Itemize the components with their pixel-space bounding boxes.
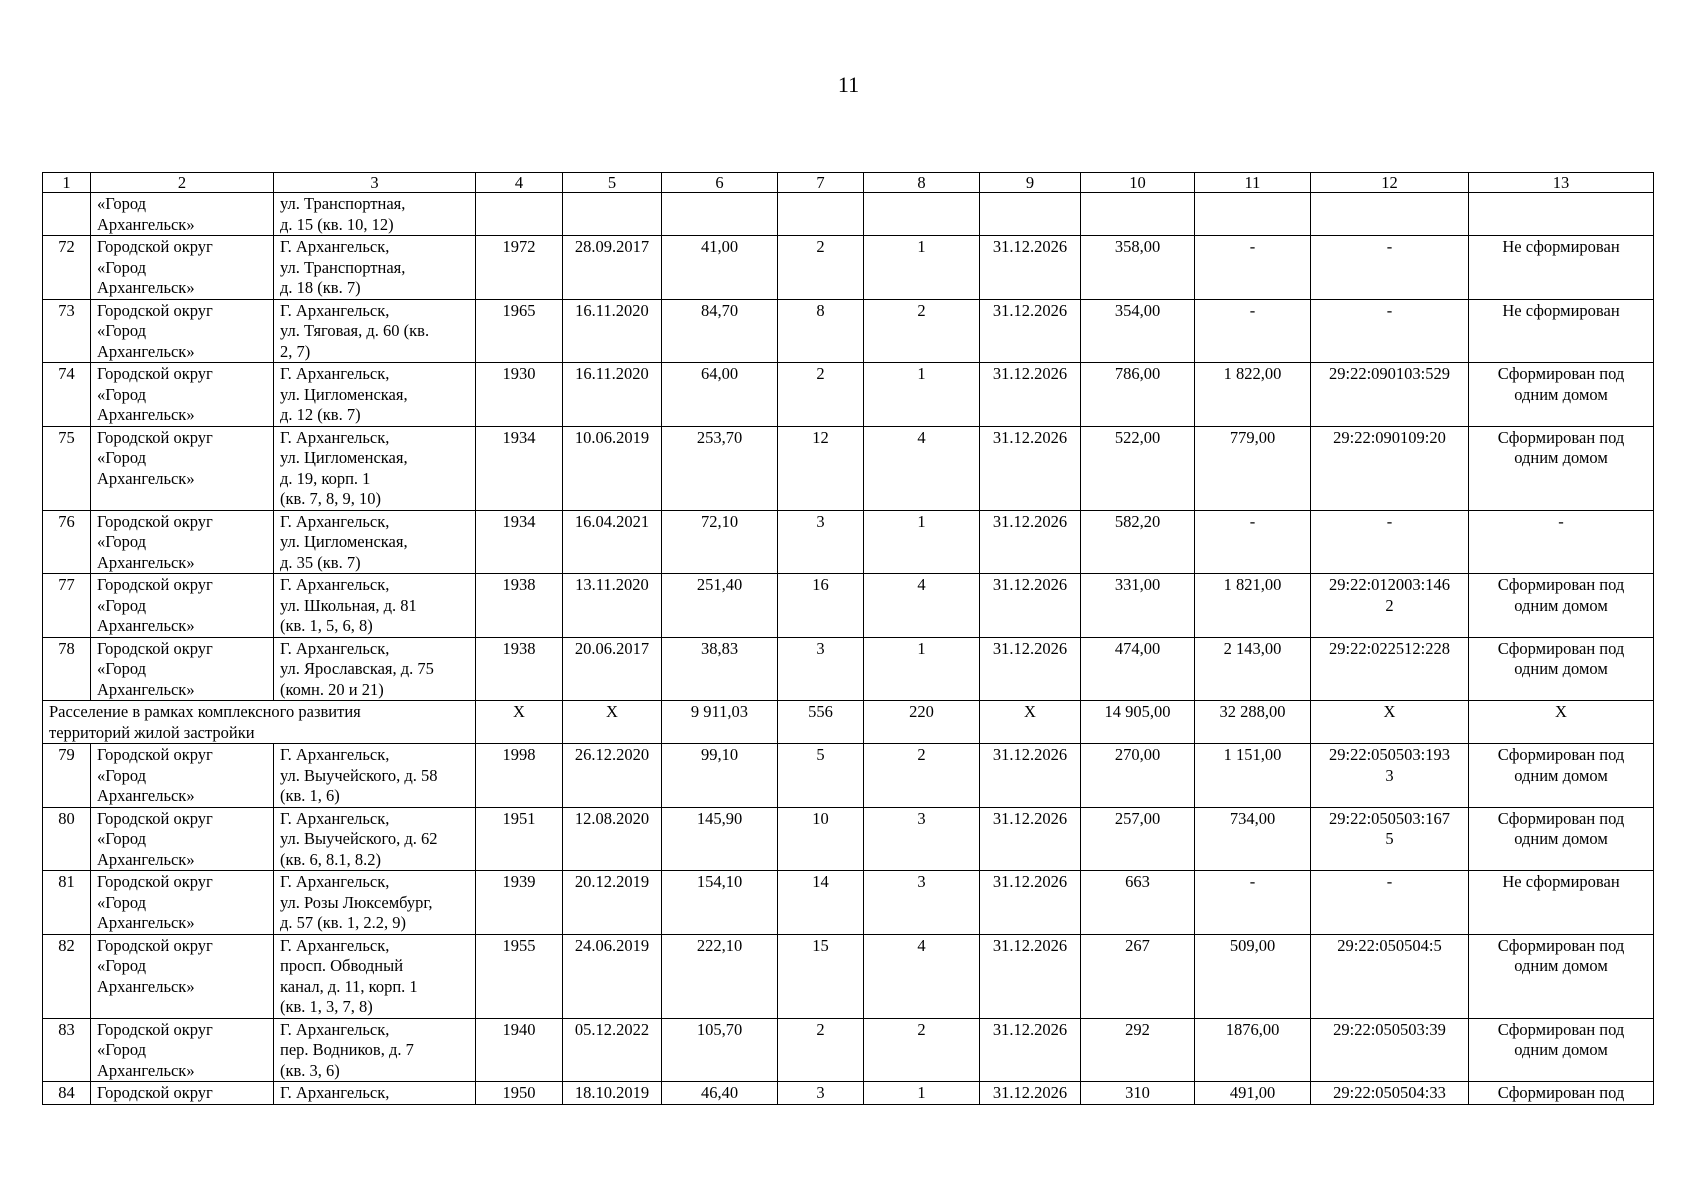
cell-col7: 2 — [778, 236, 864, 300]
cell-col1: 72 — [43, 236, 91, 300]
column-header-7: 7 — [778, 173, 864, 193]
cell-col2: Городской округ «Город Архангельск» — [91, 299, 274, 363]
cell-col4: 1938 — [476, 574, 563, 638]
cell-col4: 1938 — [476, 637, 563, 701]
page-number: 11 — [837, 72, 860, 97]
cell-col8: 3 — [864, 807, 980, 871]
cell-col6: 84,70 — [662, 299, 778, 363]
cell-col3: Г. Архангельск, ул. Выучейского, д. 58 (кв. 1, 6) — [274, 744, 476, 808]
column-header-12: 12 — [1311, 173, 1469, 193]
cell-col1: 79 — [43, 744, 91, 808]
cell-col1: 84 — [43, 1082, 91, 1105]
cell-col6: 105,70 — [662, 1018, 778, 1082]
cell-col13: Не сформирован — [1469, 299, 1654, 363]
cell-col10: 522,00 — [1081, 426, 1195, 510]
cell-col2: Городской округ — [91, 1082, 274, 1105]
cell-col5: 12.08.2020 — [563, 807, 662, 871]
cell-col3: Г. Архангельск, просп. Обводный канал, д. 11, корп. 1 (кв. 1, 3, 7, 8) — [274, 934, 476, 1018]
cell-col1: 83 — [43, 1018, 91, 1082]
table-row — [43, 1018, 1654, 1082]
cell-col13: Сформирован под одним домом — [1469, 934, 1654, 1018]
cell-col11: 779,00 — [1195, 426, 1311, 510]
cell-col12: 29:22:050503:167 5 — [1311, 807, 1469, 871]
cell-col11: - — [1195, 510, 1311, 574]
subtotal-row — [43, 701, 1654, 744]
table-row — [43, 574, 1654, 638]
column-header-4: 4 — [476, 173, 563, 193]
cell-col11: - — [1195, 871, 1311, 935]
cell-col9: 31.12.2026 — [980, 236, 1081, 300]
column-header-5: 5 — [563, 173, 662, 193]
cell-col12: 29:22:050503:39 — [1311, 1018, 1469, 1082]
cell-col8: 1 — [864, 1082, 980, 1105]
cell-col9: 31.12.2026 — [980, 637, 1081, 701]
cell-col6: 251,40 — [662, 574, 778, 638]
column-header-11: 11 — [1195, 173, 1311, 193]
cell-col11: 1 151,00 — [1195, 744, 1311, 808]
cell-col12: 29:22:050504:33 — [1311, 1082, 1469, 1105]
cell-col11: - — [1195, 236, 1311, 300]
cell-col10: 358,00 — [1081, 236, 1195, 300]
cell-col4 — [476, 193, 563, 236]
cell-col12: 29:22:050503:193 3 — [1311, 744, 1469, 808]
cell-col7: 15 — [778, 934, 864, 1018]
housing-registry-table — [42, 172, 1654, 1105]
cell-col3: Г. Архангельск, ул. Школьная, д. 81 (кв. 1, 5, 6, 8) — [274, 574, 476, 638]
table-row — [43, 193, 1654, 236]
cell-col12: 29:22:090109:20 — [1311, 426, 1469, 510]
cell-col5: 10.06.2019 — [563, 426, 662, 510]
cell-col4: 1934 — [476, 510, 563, 574]
cell-col1: 73 — [43, 299, 91, 363]
column-header-6: 6 — [662, 173, 778, 193]
cell-col7: 3 — [778, 510, 864, 574]
cell-col2: Городской округ «Город Архангельск» — [91, 510, 274, 574]
cell-col13: Сформирован под — [1469, 1082, 1654, 1105]
cell-col10: 267 — [1081, 934, 1195, 1018]
cell-col4: 1950 — [476, 1082, 563, 1105]
table-row — [43, 510, 1654, 574]
subtotal-cell-col8: 220 — [864, 701, 980, 744]
cell-col4: 1939 — [476, 871, 563, 935]
cell-col6: 145,90 — [662, 807, 778, 871]
subtotal-cell-col6: 9 911,03 — [662, 701, 778, 744]
cell-col13: Сформирован под одним домом — [1469, 426, 1654, 510]
cell-col10: 663 — [1081, 871, 1195, 935]
table-row — [43, 637, 1654, 701]
cell-col6: 72,10 — [662, 510, 778, 574]
cell-col9: 31.12.2026 — [980, 871, 1081, 935]
cell-col4: 1940 — [476, 1018, 563, 1082]
cell-col10: 582,20 — [1081, 510, 1195, 574]
column-header-13: 13 — [1469, 173, 1654, 193]
cell-col9: 31.12.2026 — [980, 574, 1081, 638]
cell-col8: 4 — [864, 934, 980, 1018]
cell-col13: Сформирован под одним домом — [1469, 637, 1654, 701]
cell-col11: - — [1195, 299, 1311, 363]
subtotal-label: Расселение в рамках комплексного развития территорий жилой застройки — [43, 701, 476, 744]
table-row — [43, 871, 1654, 935]
cell-col5: 05.12.2022 — [563, 1018, 662, 1082]
cell-col7: 14 — [778, 871, 864, 935]
cell-col5: 13.11.2020 — [563, 574, 662, 638]
cell-col9: 31.12.2026 — [980, 934, 1081, 1018]
cell-col2: Городской округ «Город Архангельск» — [91, 574, 274, 638]
cell-col4: 1972 — [476, 236, 563, 300]
cell-col1: 77 — [43, 574, 91, 638]
cell-col12: 29:22:090103:529 — [1311, 363, 1469, 427]
cell-col5: 16.11.2020 — [563, 299, 662, 363]
subtotal-cell-col10: 14 905,00 — [1081, 701, 1195, 744]
cell-col1: 78 — [43, 637, 91, 701]
cell-col13: Сформирован под одним домом — [1469, 363, 1654, 427]
cell-col5: 16.11.2020 — [563, 363, 662, 427]
cell-col11: 1876,00 — [1195, 1018, 1311, 1082]
cell-col8: 1 — [864, 236, 980, 300]
cell-col12: 29:22:050504:5 — [1311, 934, 1469, 1018]
table-row — [43, 807, 1654, 871]
cell-col10: 310 — [1081, 1082, 1195, 1105]
cell-col2: Городской округ «Город Архангельск» — [91, 1018, 274, 1082]
cell-col6: 99,10 — [662, 744, 778, 808]
cell-col3: Г. Архангельск, ул. Выучейского, д. 62 (кв. 6, 8.1, 8.2) — [274, 807, 476, 871]
cell-col12: - — [1311, 299, 1469, 363]
cell-col11: 2 143,00 — [1195, 637, 1311, 701]
cell-col7: 3 — [778, 1082, 864, 1105]
cell-col8: 3 — [864, 871, 980, 935]
cell-col12: - — [1311, 871, 1469, 935]
cell-col13: Не сформирован — [1469, 871, 1654, 935]
cell-col9: 31.12.2026 — [980, 807, 1081, 871]
cell-col5: 20.06.2017 — [563, 637, 662, 701]
cell-col5: 28.09.2017 — [563, 236, 662, 300]
table-row — [43, 934, 1654, 1018]
cell-col9: 31.12.2026 — [980, 1082, 1081, 1105]
table-row — [43, 426, 1654, 510]
cell-col6: 253,70 — [662, 426, 778, 510]
cell-col3: ул. Транспортная, д. 15 (кв. 10, 12) — [274, 193, 476, 236]
cell-col9: 31.12.2026 — [980, 299, 1081, 363]
cell-col4: 1951 — [476, 807, 563, 871]
cell-col13: Не сформирован — [1469, 236, 1654, 300]
subtotal-cell-col5: X — [563, 701, 662, 744]
table-row — [43, 1082, 1654, 1105]
cell-col7: 12 — [778, 426, 864, 510]
cell-col6: 64,00 — [662, 363, 778, 427]
cell-col6 — [662, 193, 778, 236]
cell-col2: Городской округ «Город Архангельск» — [91, 934, 274, 1018]
cell-col3: Г. Архангельск, ул. Цигломенская, д. 19, корп. 1 (кв. 7, 8, 9, 10) — [274, 426, 476, 510]
cell-col11: 1 822,00 — [1195, 363, 1311, 427]
table-row — [43, 236, 1654, 300]
cell-col2: Городской округ «Город Архангельск» — [91, 637, 274, 701]
cell-col4: 1934 — [476, 426, 563, 510]
cell-col4: 1955 — [476, 934, 563, 1018]
cell-col7: 10 — [778, 807, 864, 871]
cell-col12: - — [1311, 236, 1469, 300]
cell-col11: 734,00 — [1195, 807, 1311, 871]
cell-col11: 491,00 — [1195, 1082, 1311, 1105]
cell-col2: Городской округ «Город Архангельск» — [91, 236, 274, 300]
cell-col12: - — [1311, 510, 1469, 574]
cell-col3: Г. Архангельск, пер. Водников, д. 7 (кв. 3, 6) — [274, 1018, 476, 1082]
cell-col7: 5 — [778, 744, 864, 808]
cell-col8: 2 — [864, 299, 980, 363]
cell-col8: 2 — [864, 1018, 980, 1082]
column-header-9: 9 — [980, 173, 1081, 193]
cell-col10: 354,00 — [1081, 299, 1195, 363]
cell-col9: 31.12.2026 — [980, 363, 1081, 427]
column-header-8: 8 — [864, 173, 980, 193]
cell-col5: 24.06.2019 — [563, 934, 662, 1018]
cell-col6: 38,83 — [662, 637, 778, 701]
cell-col8: 4 — [864, 574, 980, 638]
cell-col1 — [43, 193, 91, 236]
subtotal-cell-col13: X — [1469, 701, 1654, 744]
cell-col7: 2 — [778, 363, 864, 427]
cell-col11: 1 821,00 — [1195, 574, 1311, 638]
column-header-3: 3 — [274, 173, 476, 193]
cell-col4: 1930 — [476, 363, 563, 427]
cell-col6: 222,10 — [662, 934, 778, 1018]
cell-col5: 26.12.2020 — [563, 744, 662, 808]
table-row — [43, 744, 1654, 808]
cell-col9: 31.12.2026 — [980, 510, 1081, 574]
cell-col10: 786,00 — [1081, 363, 1195, 427]
cell-col2: Городской округ «Город Архангельск» — [91, 744, 274, 808]
cell-col10: 331,00 — [1081, 574, 1195, 638]
cell-col3: Г. Архангельск, ул. Розы Люксембург, д. 57 (кв. 1, 2.2, 9) — [274, 871, 476, 935]
cell-col1: 81 — [43, 871, 91, 935]
cell-col13: Сформирован под одним домом — [1469, 744, 1654, 808]
cell-col12: 29:22:012003:146 2 — [1311, 574, 1469, 638]
cell-col6: 154,10 — [662, 871, 778, 935]
cell-col5 — [563, 193, 662, 236]
cell-col13 — [1469, 193, 1654, 236]
cell-col1: 82 — [43, 934, 91, 1018]
cell-col2: Городской округ «Город Архангельск» — [91, 426, 274, 510]
column-header-2: 2 — [91, 173, 274, 193]
cell-col7: 3 — [778, 637, 864, 701]
cell-col1: 76 — [43, 510, 91, 574]
table-header-row — [43, 173, 1654, 193]
cell-col5: 18.10.2019 — [563, 1082, 662, 1105]
cell-col2: Городской округ «Город Архангельск» — [91, 807, 274, 871]
cell-col9: 31.12.2026 — [980, 744, 1081, 808]
cell-col7: 2 — [778, 1018, 864, 1082]
cell-col13: - — [1469, 510, 1654, 574]
cell-col8 — [864, 193, 980, 236]
cell-col12: 29:22:022512:228 — [1311, 637, 1469, 701]
cell-col13: Сформирован под одним домом — [1469, 1018, 1654, 1082]
cell-col1: 80 — [43, 807, 91, 871]
cell-col7: 8 — [778, 299, 864, 363]
cell-col8: 1 — [864, 637, 980, 701]
cell-col2: «Город Архангельск» — [91, 193, 274, 236]
cell-col3: Г. Архангельск, ул. Тяговая, д. 60 (кв. 2, 7) — [274, 299, 476, 363]
cell-col2: Городской округ «Город Архангельск» — [91, 871, 274, 935]
table-row — [43, 299, 1654, 363]
cell-col13: Сформирован под одним домом — [1469, 807, 1654, 871]
cell-col9: 31.12.2026 — [980, 426, 1081, 510]
cell-col10: 270,00 — [1081, 744, 1195, 808]
cell-col10: 292 — [1081, 1018, 1195, 1082]
cell-col13: Сформирован под одним домом — [1469, 574, 1654, 638]
cell-col4: 1998 — [476, 744, 563, 808]
cell-col9 — [980, 193, 1081, 236]
cell-col8: 1 — [864, 363, 980, 427]
subtotal-cell-col7: 556 — [778, 701, 864, 744]
cell-col11: 509,00 — [1195, 934, 1311, 1018]
cell-col7 — [778, 193, 864, 236]
cell-col2: Городской округ «Город Архангельск» — [91, 363, 274, 427]
subtotal-cell-col9: X — [980, 701, 1081, 744]
cell-col3: Г. Архангельск, ул. Цигломенская, д. 12 (кв. 7) — [274, 363, 476, 427]
cell-col3: Г. Архангельск, — [274, 1082, 476, 1105]
subtotal-cell-col12: X — [1311, 701, 1469, 744]
column-header-10: 10 — [1081, 173, 1195, 193]
cell-col8: 2 — [864, 744, 980, 808]
cell-col10 — [1081, 193, 1195, 236]
table-row — [43, 363, 1654, 427]
table-body — [43, 193, 1654, 1105]
column-header-1: 1 — [43, 173, 91, 193]
cell-col11 — [1195, 193, 1311, 236]
cell-col7: 16 — [778, 574, 864, 638]
cell-col6: 41,00 — [662, 236, 778, 300]
cell-col5: 16.04.2021 — [563, 510, 662, 574]
cell-col8: 4 — [864, 426, 980, 510]
cell-col3: Г. Архангельск, ул. Транспортная, д. 18 (кв. 7) — [274, 236, 476, 300]
subtotal-cell-col4: X — [476, 701, 563, 744]
cell-col1: 75 — [43, 426, 91, 510]
cell-col9: 31.12.2026 — [980, 1018, 1081, 1082]
cell-col1: 74 — [43, 363, 91, 427]
cell-col10: 257,00 — [1081, 807, 1195, 871]
cell-col3: Г. Архангельск, ул. Цигломенская, д. 35 (кв. 7) — [274, 510, 476, 574]
cell-col8: 1 — [864, 510, 980, 574]
cell-col6: 46,40 — [662, 1082, 778, 1105]
cell-col12 — [1311, 193, 1469, 236]
subtotal-cell-col11: 32 288,00 — [1195, 701, 1311, 744]
cell-col3: Г. Архангельск, ул. Ярославская, д. 75 (комн. 20 и 21) — [274, 637, 476, 701]
cell-col5: 20.12.2019 — [563, 871, 662, 935]
cell-col10: 474,00 — [1081, 637, 1195, 701]
cell-col4: 1965 — [476, 299, 563, 363]
